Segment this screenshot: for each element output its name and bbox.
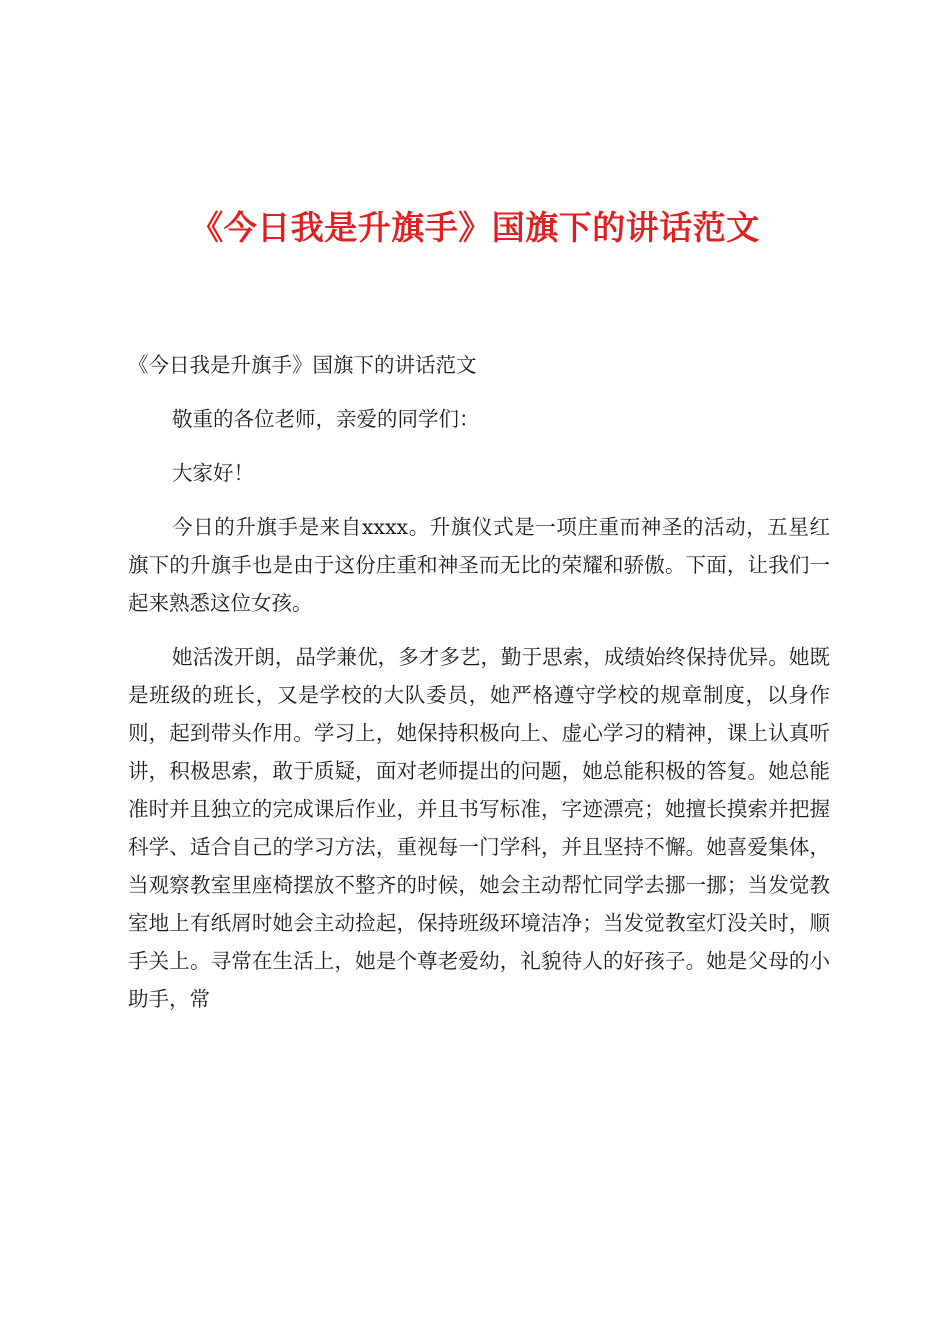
document-title: 《今日我是升旗手》国旗下的讲话范文	[190, 208, 760, 247]
hello-line: 大家好！	[172, 461, 254, 485]
paragraph-1: 今日的升旗手是来自xxxx。升旗仪式是一项庄重而神圣的活动，五星红旗下的升旗手也是由于这份庄重和神圣而无比的荣耀和骄傲。下面，让我们一起来熟悉这位女孩。	[128, 515, 830, 615]
greeting-line: 敬重的各位老师，亲爱的同学们：	[172, 407, 480, 431]
paragraph-2: 她活泼开朗，品学兼优，多才多艺，勤于思索，成绩始终保持优异。她既是班级的班长，又是学校的大队委员，她严格遵守学校的规章制度，以身作则，起到带头作用。学习上，她保持积极向上、虚心学习的精神，课上认真听讲，积极思索，敢于质疑，面对老师提出的问题，她总能积极的答复。她总能准时并且独立的完成课后作业，并且书写标准，字迹漂亮；她擅长摸索并把握科学、适合自己的学习方法，重视每一门学科，并且坚持不懈。她喜爱集体，当观察教室里座椅摆放不整齐的时候，她会主动帮忙同学去挪一挪；当发觉教室地上有纸屑时她会主动捡起，保持班级环境洁净；当发觉教室灯没关时，顺手关上。寻常在生活上，她是个尊老爱幼，礼貌待人的好孩子。她是父母的小助手，常	[128, 645, 830, 1011]
document-subtitle: 《今日我是升旗手》国旗下的讲话范文	[128, 353, 477, 377]
document-body	[128, 346, 830, 1018]
